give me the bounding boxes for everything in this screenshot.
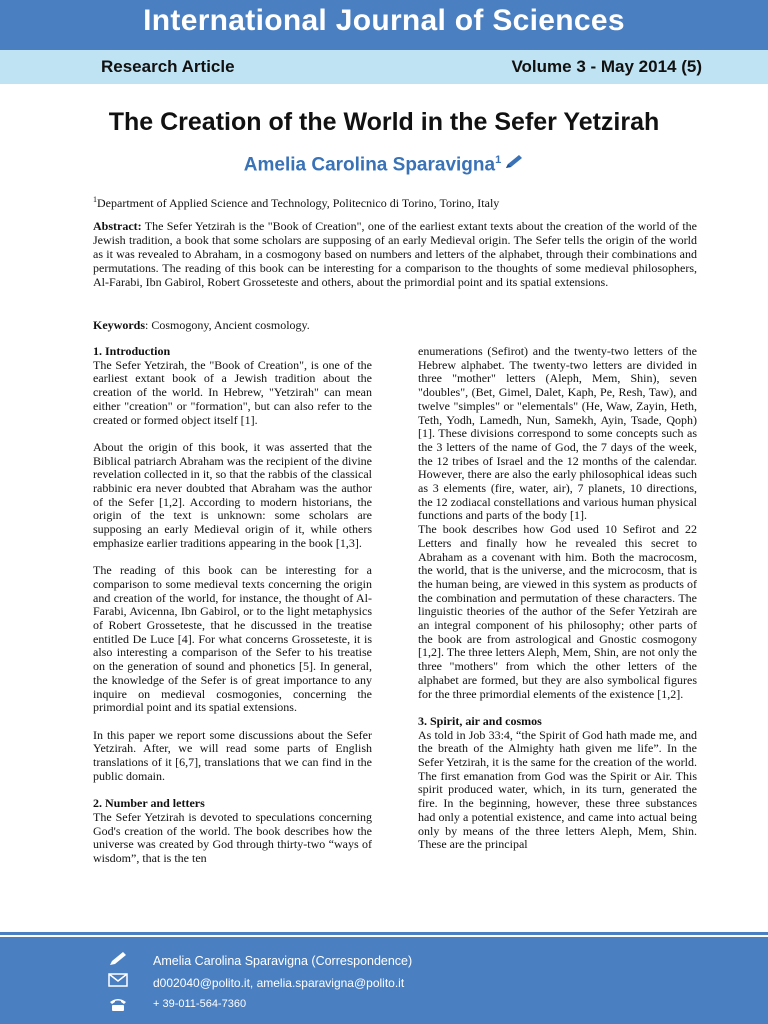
column-right [418,345,697,866]
abstract [93,219,697,289]
paragraph: As told in Job 33:4, “the Spirit of God hath made me, and the breath of the Almighty hath given me life”. In the Sefer Yetzirah, it is the same for the creation of the world. The first emanation from God was the Spirit or Air. This spirit produced water, which, in its turn, generated the fire. In the beginning, however, these three substances had only a potential existence, and came into actual being only by means of the three letters Aleph, Mem, Shin. These are the principal [418,727,697,852]
author-line [0,154,768,176]
footer-divider [0,935,768,937]
paragraph: The Sefer Yetzirah, the "Book of Creation", is one of the earliest extant book of a Jewish tradition about the creation of the world. In Hebrew, "Yetzirah" can mean either "creation" or "formation", but can also refer to the created or formed object itself [1]. [93,357,372,427]
author-name: Amelia Carolina Sparavigna [243,154,496,176]
keywords-text: : Cosmogony, Ancient cosmology. [145,318,310,332]
abstract-text: The Sefer Yetzirah is the "Book of Creation", one of the earliest extant texts about the creation of the world of the Jewish tradition, a book that some scholars are supposing of an early Medieval origin. The Sefer tells the origin of the world as it was revealed to Abraham, in a cosmogony based on numbers and letters of the alphabet, through their combinations and permutations. The reading of this book can be interesting for a comparison to the thoughts of some medieval philosophers, Al-Farabi, Ibn Gabirol, Robert Grosseteste and others, about the primordial point and its spatial extensions. [93,219,697,289]
author-superscript: 1 [495,154,502,166]
affiliation: $^1$Department of Applied Science and Technology, Politecnico di Torino, Torino, Italy [93,195,500,210]
column-left [93,345,372,879]
correspondence-name: Amelia Carolina Sparavigna (Correspondence) [153,954,413,968]
pen-icon [108,951,128,972]
correspondence-email[interactable]: d002040@polito.it, amelia.sparavigna@polito.it [153,976,405,990]
correspondence-phone: + 39-011-564-7360 [153,998,247,1010]
section-heading: 1. Introduction [93,344,171,358]
keywords-label: Keywords [93,318,145,332]
phone-icon [108,996,128,1017]
pen-icon [504,154,524,176]
paragraph: enumerations (Sefirot) and the twenty-two letters of the Hebrew alphabet. The twenty-two letters are divided in three "mother" letters (Aleph, Mem, Shin), seven "doubles", (Bet, Gimel, Dalet, Kaph, Pe, Resh, Taw), and twelve "simples" or "elementals" (He, Waw, Zayin, Heth, Teth, Yodh, Lamedh, Nun, Samekh, Ayin, Tsade, Qoph) [1]. These divisions correspond to some concepts such as the 3 letters of the name of God, the 7 days of the week, the 12 tribes of Israel and the 12 months of the calendar. However, there are also the early philosophical ideas such as 3 elements (fire, water, air), 7 planets, 10 directions, the 12 zodiacal constellations and various human physical functions and parts of the body [1]. [418,344,697,523]
section-heading: 2. Number and letters [93,796,205,811]
paper-title: The Creation of the World in the Sefer Yetzirah [108,108,660,136]
abstract-label: Abstract: [93,219,142,233]
paragraph: About the origin of this book, it was asserted that the Biblical patriarch Abraham was the recipient of the divine revelation collected in it, so that the rabbis of the classical rabbinic era never doubted that Abraham was the author of the Sefer [1,2]. According to modern historians, the origin of the text is unknown: some scholars are supposing an early Medieval origin of it, while others emphasize earlier traditions appearing in the book [1,3]. [93,439,372,550]
section-heading: 3. Spirit, air and cosmos [418,713,542,728]
paragraph: The book describes how God used 10 Sefirot and 22 Letters and finally how he revealed this secret to Abraham as a covenant with him. Both the macrocosm, the world, that is the universe, and the microcosm, that is the human being, are viewed in this system as products of the combination and permutation of these characters. The linguistic theories of the author of the Sefer Yetzirah are an integral component of his philosophy; other parts of the book are from astrological and Gnostic cosmogony [1,2]. The three letters Aleph, Mem, Shin, are not only the three "mothers" from which the other letters of the alphabet are formed, but they are also symbolical figures for the three primordial elements of the existence [1,2]. [418,522,697,701]
article-type: Research Article [101,57,235,76]
paragraph: The reading of this book can be interesting for a comparison to some medieval texts concerning the origin and creation of the world, for instance, the thought of Al-Farabi, Avicenna, Ibn Gabirol, or to the light metaphysics of Robert Grosseteste, that he discussed in the treatise entitled De Luce [4]. For what concerns Grosseteste, it is also interesting a comparison of the Sefer to his treatise on the generation of sound and phonetics [5]. In general, the knowledge of the Sefer is of great importance to any inquire on medieval cosmogonies, concerning the primordial point and its spatial extensions. [93,563,372,715]
envelope-icon [108,972,128,993]
paragraph: The Sefer Yetzirah is devoted to speculations concerning God's creation of the world. The book describes how the universe was created by God through thirty-two “ways of wisdom”, that is the ten [93,809,372,865]
volume-info: Volume 3 - May 2014 (5) [511,57,702,76]
journal-name: International Journal of Sciences [143,4,625,37]
paragraph: In this paper we report some discussions about the Sefer Yetzirah. After, we will read some parts of English translations of it [6,7], translations that we can find in the public domain. [93,727,372,783]
keywords [93,318,697,332]
